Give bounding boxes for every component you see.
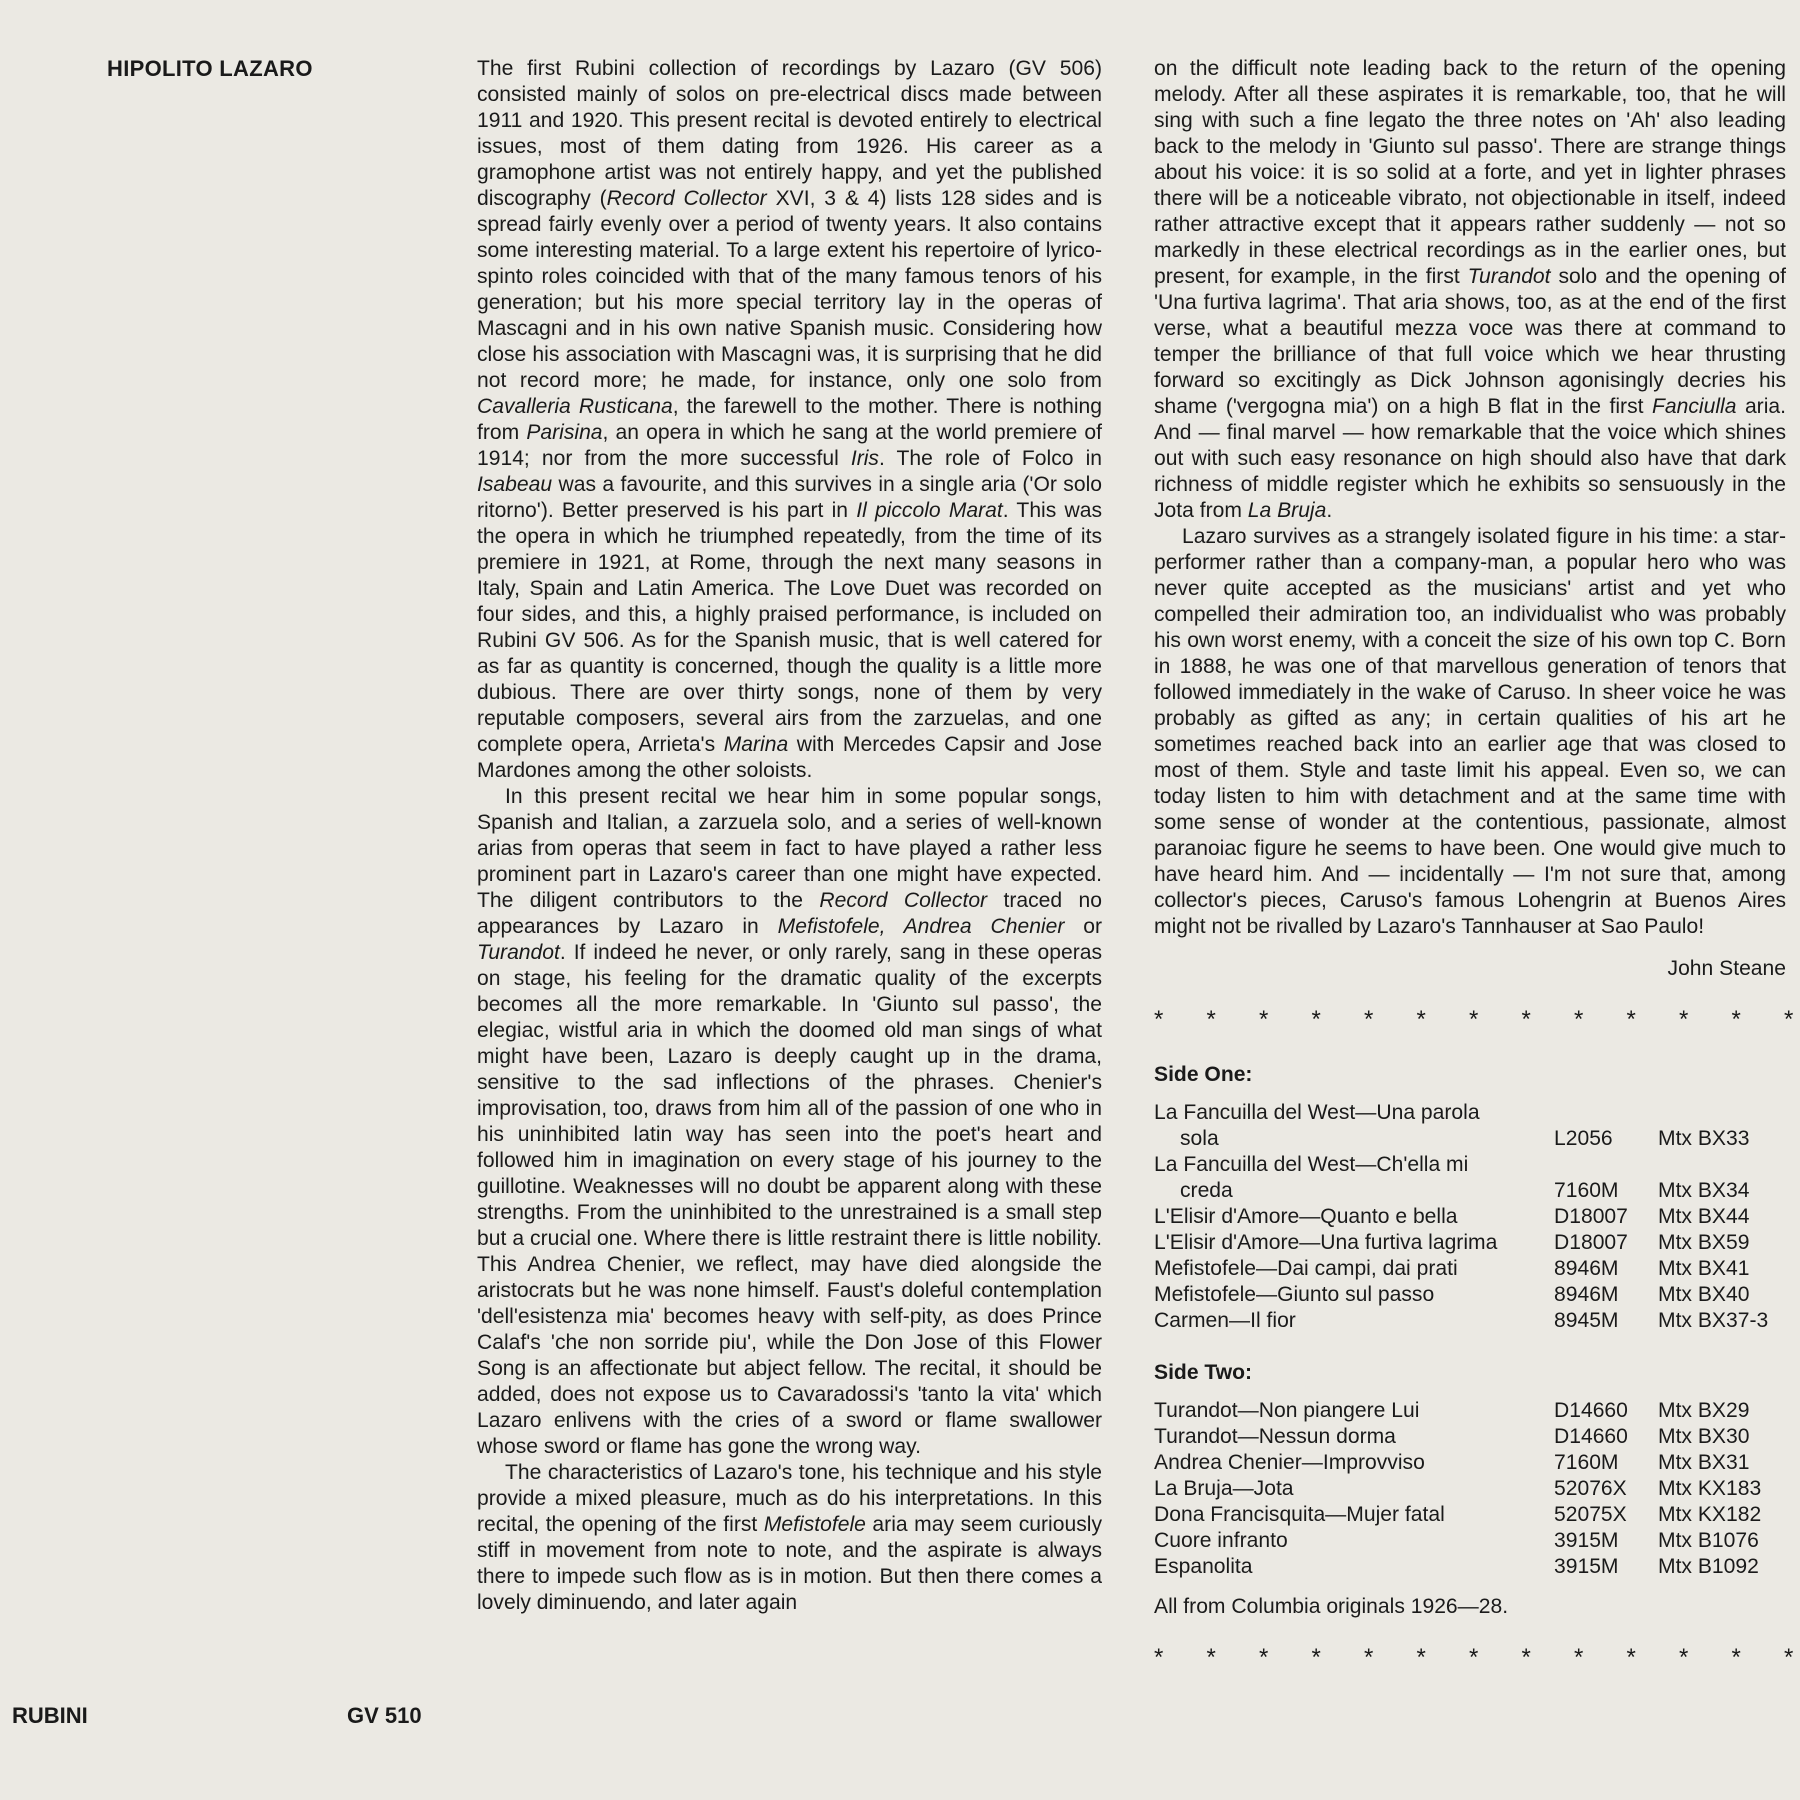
matrix-number: Mtx BX44 — [1658, 1205, 1750, 1228]
catalog-issue-number: D14660 — [1554, 1425, 1628, 1448]
track-title: Carmen—Il fior — [1154, 1309, 1296, 1332]
notes-paragraph: In this present recital we hear him in some popular songs, Spanish and Italian, a zarzuela solo, and a series of well-known arias from operas that seem in fact to have played a rather less prominent part in Lazaro's career than one might have expected. The diligent contributors to the Record Collector traced no appearances by Lazaro in Mefistofele, Andrea Chenier or Turandot. If indeed he never, or only rarely, sang in these operas on stage, his feeling for the dramatic quality of the excerpts becomes all the more remarkable. In 'Giunto sul passo', the elegiac, wistful aria in which the doomed old man sings of what might have been, Lazaro is deeply caught up in the drama, sensitive to the sad inflections of the phrases. Chenier's improvisation, too, draws from him all of the passion of one who in his uninhibited latin way has seen into the poet's heart and followed him in imagination on every stage of his journey to the guillotine. Weaknesses will no doubt be apparent along with these strengths. From the uninhibited to the unrestrained is a small step but a crucial one. Where there is little restraint there is little nobility. This Andrea Chenier, we reflect, may have died alongside the aristocrats but he was none himself. Faust's doleful contemplation 'dell'esistenza mia' becomes heavy with self-pity, as does Prince Calaf's 'che non sorride piu', while the Don Jose of this Flower Song is an affectionate but abject fellow. The recital, it should be added, does not expose us to Cavaradossi's 'tanto la vita' which Lazaro enlivens with the cries of a sword or flame swallower whose sword or flame has gone the wrong way. — [477, 785, 1103, 1458]
matrix-number: Mtx BX34 — [1658, 1179, 1750, 1202]
catalog-issue-number: 8946M — [1554, 1283, 1619, 1306]
catalog-issue-number: 3915M — [1554, 1555, 1619, 1578]
track-title: Dona Francisquita—Mujer fatal — [1154, 1503, 1445, 1526]
star-glyph: * — [1521, 1644, 1531, 1671]
matrix-number: Mtx BX30 — [1658, 1425, 1750, 1448]
star-glyph: * — [1311, 1006, 1321, 1033]
track-title: La Bruja—Jota — [1154, 1477, 1294, 1500]
track-row — [1154, 1204, 1786, 1230]
author-byline: John Steane — [1667, 957, 1786, 980]
star-glyph: * — [1574, 1006, 1584, 1033]
star-divider — [1154, 1646, 1794, 1670]
track-row — [1154, 1502, 1786, 1528]
catalog-issue-number: 52075X — [1554, 1503, 1627, 1526]
star-glyph: * — [1259, 1644, 1269, 1671]
star-glyph: * — [1154, 1644, 1164, 1671]
catalog-issue-number: D18007 — [1554, 1231, 1628, 1254]
side-one-tracklist — [1154, 1100, 1786, 1334]
label-name: RUBINI — [12, 1703, 88, 1728]
track-row — [1154, 1398, 1786, 1424]
star-glyph: * — [1731, 1006, 1741, 1033]
track-title: Espanolita — [1154, 1555, 1253, 1578]
matrix-number: Mtx KX183 — [1658, 1477, 1762, 1500]
notes-column-right — [1154, 56, 1794, 1671]
side-one-heading: Side One: — [1154, 1063, 1253, 1086]
track-row — [1154, 1450, 1786, 1476]
star-glyph: * — [1364, 1644, 1374, 1671]
catalog-issue-number: 7160M — [1554, 1451, 1619, 1474]
track-title: La Fancuilla del West—Una parola sola — [1154, 1100, 1554, 1152]
catalog-issue-number: 8945M — [1554, 1309, 1619, 1332]
star-glyph: * — [1679, 1006, 1689, 1033]
notes-paragraph: Lazaro survives as a strangely isolated figure in his time: a star-performer rather than a company-man, a popular hero who was never quite accepted as the musicians' artist and yet who compelled their admiration too, an individualist who was probably his own worst enemy, with a conceit the size of his own top C. Born in 1888, he was one of that marvellous generation of tenors that followed immediately in the wake of Caruso. In sheer voice he was probably as gifted as any; in certain qualities of his art he sometimes reached back into an earlier age that was closed to most of them. Style and taste limit his appeal. Even so, we can today listen to him with detachment and at the same time with some sense of wonder at the contentious, passionate, almost paranoiac figure he seems to have been. One would give much to have heard him. And — incidentally — I'm not sure that, among collector's pieces, Caruso's famous Lohengrin at Buenos Aires might not be rivalled by Lazaro's Tannhauser at Sao Paulo! — [1154, 525, 1786, 938]
track-title: Turandot—Non piangere Lui — [1154, 1399, 1420, 1422]
star-glyph: * — [1784, 1644, 1794, 1671]
album-title: HIPOLITO LAZARO — [107, 56, 313, 81]
star-glyph: * — [1364, 1006, 1374, 1033]
matrix-number: Mtx KX182 — [1658, 1503, 1762, 1526]
star-glyph: * — [1206, 1644, 1216, 1671]
catalog-issue-number: 3915M — [1554, 1529, 1619, 1552]
star-glyph: * — [1311, 1644, 1321, 1671]
matrix-number: Mtx BX31 — [1658, 1451, 1750, 1474]
matrix-number: Mtx B1092 — [1658, 1555, 1759, 1578]
star-glyph: * — [1679, 1644, 1689, 1671]
star-glyph: * — [1154, 1006, 1164, 1033]
star-glyph: * — [1469, 1644, 1479, 1671]
track-title: L'Elisir d'Amore—Quanto e bella — [1154, 1205, 1458, 1228]
track-title: Turandot—Nessun dorma — [1154, 1425, 1396, 1448]
matrix-number: Mtx BX33 — [1658, 1127, 1750, 1150]
track-title: L'Elisir d'Amore—Una furtiva lagrima — [1154, 1231, 1498, 1254]
catalog-issue-number: L2056 — [1554, 1127, 1613, 1150]
side-two-heading: Side Two: — [1154, 1361, 1253, 1384]
track-row — [1154, 1100, 1786, 1152]
star-glyph: * — [1731, 1644, 1741, 1671]
track-row — [1154, 1230, 1786, 1256]
star-glyph: * — [1416, 1644, 1426, 1671]
star-glyph: * — [1626, 1644, 1636, 1671]
track-title: Andrea Chenier—Improvviso — [1154, 1451, 1425, 1474]
track-row — [1154, 1152, 1786, 1204]
catalog-number: GV 510 — [347, 1703, 422, 1728]
track-row — [1154, 1256, 1786, 1282]
track-title: Mefistofele—Giunto sul passo — [1154, 1283, 1435, 1306]
track-title: La Fancuilla del West—Ch'ella mi creda — [1154, 1152, 1554, 1204]
star-glyph: * — [1574, 1644, 1584, 1671]
notes-column-left — [477, 56, 1102, 1616]
source-note: All from Columbia originals 1926—28. — [1154, 1595, 1509, 1618]
catalog-issue-number: D14660 — [1554, 1399, 1628, 1422]
matrix-number: Mtx BX37-3 — [1658, 1309, 1769, 1332]
track-row — [1154, 1554, 1786, 1580]
track-row — [1154, 1476, 1786, 1502]
star-glyph: * — [1626, 1006, 1636, 1033]
matrix-number: Mtx BX29 — [1658, 1399, 1750, 1422]
star-glyph: * — [1259, 1006, 1269, 1033]
star-divider — [1154, 1008, 1794, 1032]
track-row — [1154, 1424, 1786, 1450]
notes-paragraph: The first Rubini collection of recordings by Lazaro (GV 506) consisted mainly of solos on pre-electrical discs made between 1911 and 1920. This present recital is devoted entirely to electrical issues, most of them dating from 1926. His career as a gramophone artist was not entirely happy, and yet the published discography (Record Collector XVI, 3 & 4) lists 128 sides and is spread fairly evenly over a period of twenty years. It also contains some interesting material. To a large extent his repertoire of lyrico-spinto roles coincided with that of the many famous tenors of his generation; but his more special territory lay in the operas of Mascagni and in his own native Spanish music. Considering how close his association with Mascagni was, it is surprising that he did not record more; he made, for instance, only one solo from Cavalleria Rusticana, the farewell to the mother. There is nothing from Parisina, an opera in which he sang at the world premiere of 1914; nor from the more successful Iris. The role of Folco in Isabeau was a favourite, and this survives in a single aria ('Or solo ritorno'). Better preserved is his part in Il piccolo Marat. This was the opera in which he triumphed repeatedly, from the time of its premiere in 1921, at Rome, through the next many seasons in Italy, Spain and Latin America. The Love Duet was recorded on four sides, and this, a highly praised performance, is included on Rubini GV 506. As for the Spanish music, that is well catered for as far as quantity is concerned, though the quality is a little more dubious. There are over thirty songs, none of them by very reputable composers, several airs from the zarzuelas, and one complete opera, Arrieta's Marina with Mercedes Capsir and Jose Mardones among the other soloists. — [477, 57, 1103, 782]
matrix-number: Mtx BX41 — [1658, 1257, 1750, 1280]
notes-paragraph: The characteristics of Lazaro's tone, his technique and his style provide a mixed pleasure, much as do his interpretations. In this recital, the opening of the first Mefistofele aria may seem curiously stiff in movement from note to note, and the aspirate is always there to impede such flow as is in motion. But then there comes a lovely diminuendo, and later again — [477, 1461, 1102, 1614]
track-row — [1154, 1282, 1786, 1308]
track-row — [1154, 1308, 1786, 1334]
side-two-tracklist — [1154, 1398, 1786, 1580]
matrix-number: Mtx B1076 — [1658, 1529, 1759, 1552]
catalog-issue-number: 7160M — [1554, 1179, 1619, 1202]
star-glyph: * — [1469, 1006, 1479, 1033]
star-glyph: * — [1416, 1006, 1426, 1033]
track-row — [1154, 1528, 1786, 1554]
catalog-issue-number: 8946M — [1554, 1257, 1619, 1280]
catalog-issue-number: D18007 — [1554, 1205, 1628, 1228]
notes-paragraph-continued: on the difficult note leading back to the return of the opening melody. After all these aspirates it is remarkable, too, that he will sing with such a fine legato the three notes on 'Ah' also leading back to the melody in 'Giunto sul passo'. There are strange things about his voice: it is so solid at a forte, and yet in lighter phrases there will be a noticeable vibrato, not objectionable in itself, indeed rather attractive except that it appears rather suddenly — not so markedly in these electrical recordings as in the earlier ones, but present, for example, in the first Turandot solo and the opening of 'Una furtiva lagrima'. That aria shows, too, as at the end of the first verse, what a beautiful mezza voce was there at command to temper the brilliance of that full voice which we hear thrusting forward so excitingly as Dick Johnson agonisingly decries his shame ('vergogna mia') on a high B flat in the first Fanciulla aria. And — final marvel — how remarkable that the voice which shines out with such easy resonance on high should also have that dark richness of middle register which he exhibits so sensuously in the Jota from La Bruja. — [1154, 57, 1786, 522]
track-title: Cuore infranto — [1154, 1529, 1288, 1552]
star-glyph: * — [1784, 1006, 1794, 1033]
star-glyph: * — [1206, 1006, 1216, 1033]
star-glyph: * — [1521, 1006, 1531, 1033]
matrix-number: Mtx BX59 — [1658, 1231, 1750, 1254]
track-title-continued: creda — [1180, 1179, 1233, 1202]
track-title-continued: sola — [1180, 1127, 1219, 1150]
track-title: Mefistofele—Dai campi, dai prati — [1154, 1257, 1458, 1280]
matrix-number: Mtx BX40 — [1658, 1283, 1750, 1306]
catalog-issue-number: 52076X — [1554, 1477, 1627, 1500]
